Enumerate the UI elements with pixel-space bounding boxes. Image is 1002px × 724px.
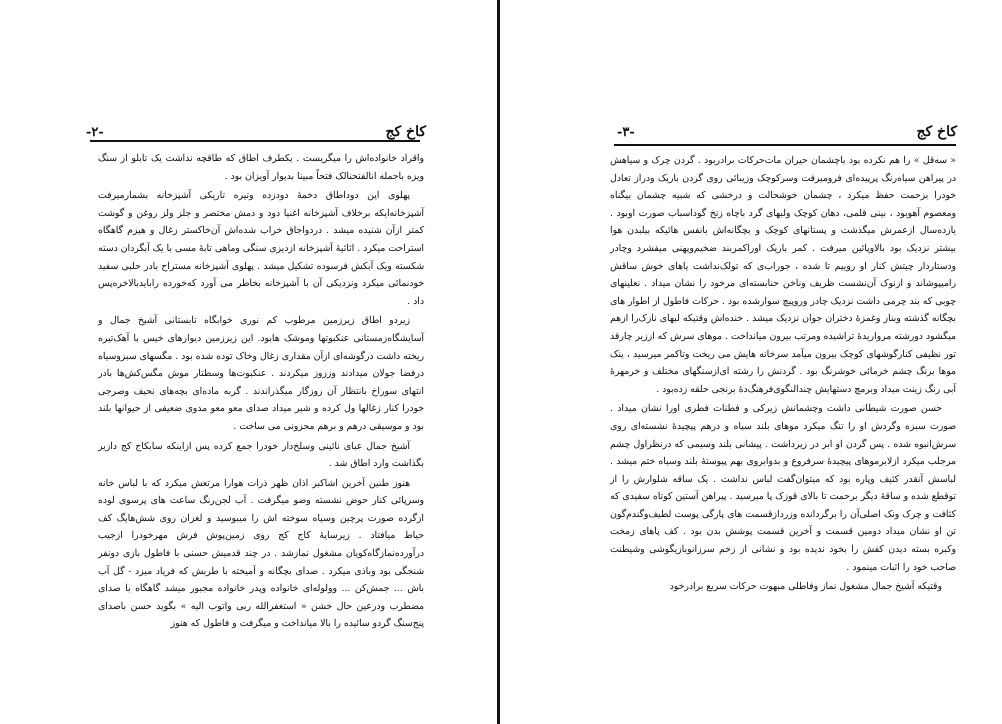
right-header-rule [614, 144, 956, 146]
right-body-text [610, 152, 956, 596]
left-running-head [86, 124, 426, 140]
right-page-number: -۳- [617, 124, 635, 140]
left-body-text [98, 150, 424, 633]
right-paragraph: « سه‌قل » را هم نکرده بود باچشمان حیران مات‌حرکات برادربود . گردن چرک و سیاهش در پیراهن سیاه‌رنگ پرپیده‌ای فرومیرفت وسرکوچک وزیبائی روی گردن باریک ودراز تعادل خودرا بزحمت حفظ میکرد ، چشمان خوشحالت و درخشی که شبیه چشمان بیگناه ومعصوم آهوبود ، بینی قلمی، دهان کوچک ولبهای گرد باچاه زنخ گوداسباب صورت اوبود . یازده‌سال ازعمرش میگذشت و پستانهای کوچک و بچگانه‌اش بانفس هائیکه بیلبدن هوا بیشتر نزدیک بود بالاوپائین میرفت . کمر باریک اوراکمربند ضخیم‌وپهنی میفشرد وچادر ودستاردار چیتش کنار او روییم تا شده ، جوراب‌ی که تولک‌نداشت یاهای خوش ساقش رامیپوشاند و ازنوک آن‌نشست ظریف وناخن حنابسته‌ای مرخود را نشان میداد . نعلینهای چوبی که بند چرمی داشت نزدیک چادر وروپیچ سوارشده بود . حرکات فاطول از اطوار های بچگانه گذشته وبناز وغمزهٔ دختران جوان نزدیک میشد . خنده‌اش وقتیکه لبهای نازک‌را ازهم میگشود دورشته مرواریدهٔ تراشیده ومرتب بیرون میانداخت . موهای سرش که اززیر چارقد تور نظیفی کنار‌گوشهای کوچک بیرون میآمد سرخانه هایش می ریخت وتاکمر میرسید ، ینک موها برنگ چشم خرمائی خوشرنگ بود . گردنش را رشته ای‌ازسنگهای مختلف و خرمهرهٔ آبی رنگ زینت میداد وبرمچ دستهایش چندالنگوی‌فرهنگ‌دهٔ برنجی حلقه زده‌بود . [610, 155, 956, 395]
left-page [0, 0, 497, 724]
page-gutter-divider [497, 0, 500, 724]
right-running-head [617, 124, 957, 140]
left-paragraph: آشیخ جمال عبای نائینی وسلخ‌دار خودرا جمع کرده پس ازاینکه سابکاج کج دازیر بگذاشت وارد اطاق شد . [98, 440, 424, 470]
right-page-title: کاخ کج [916, 124, 957, 140]
left-header-rule [90, 140, 420, 142]
right-paragraph: وقتیکه آشیخ جمال مشغول نماز وفاطلی مبهوت حرکات سریع برادرخود [669, 581, 942, 593]
left-paragraph: واقراد خانواده‌اش را میگریست . یکطرف اطاق که طاقچه نداشت یک تابلو از سنگ ویزه باجمله انالفتحنالک فتحاً مبینا بدیوار آویزان بود . [98, 153, 424, 182]
left-page-number: -۲- [86, 124, 104, 140]
left-paragraph: زیردو اطاق زیرزمین مرطوب کم نوری خوابگاه تابستانی آشیخ جمال و آسایشگاه‌زمستانی عنکبوتها وموشک هابود. این زیرزمین دیوارهای خیس با آهک‌تیره ریخته داشت درگوشه‌ای ازآن مقداری زغال وخاک توده شده بود . مگسهای سبزوسیاه درفضا جولان میدادند وززوز میکردند . عنکبوت‌ها وسطتار موش مگس‌کش‌ها بادر انتهای سوراخ بانتظار آن روزگار میگذراندند . گربه ماده‌ای بچه‌های نحیف وصرجی خودرا کنار زغالها ول کرده و شیر میداد صدای معو معو مدوی ضعیفی از حیوانها بلند بود و موسیقی درهم و برهم محزونی می ساخت . [98, 315, 424, 432]
left-paragraph: هنوز طنین آخرین اشاکبر اذان ظهر ذرات هوارا مرتعش میکرد که با لباس خانه وسرپائی کنار حوض نشسته وضو میگرفت . آب لجن‌رنگ ساعت های پرسوی لوده ازگرده صورت پرچین وسیاه سوخته اش را میبوسید و لغزان روی شش‌هایگ کف حیاط میافتاد . زیرسایهٔ کاج کج روی زمین‌پوش فرش مهرخودرا ازجیب درآورده‌نمازگاه‌کویان مشغول نمازشد . در چند قدمیش حسنی با فاطول بازی دونفر شنجگی بود وباذی میکرد . صدای بچگانه و آمیخته با طربش که فریاد میزد - گل آب باش ... جمش‌کن ... وولوله‌ای خانواده وپدر خانواده مجبور میشد گاهگاه با صدای مضطرب ودرعین حال خشن « استغفرالله ربی واتوب الیه » بگوید حسن باصدای پنج‌سنگ گردو سائیده را بالا میانداخت و میگرفت و فاطول که هنوز [98, 477, 424, 630]
left-page-title: کاخ کج [385, 124, 426, 140]
right-paragraph: حسن صورت شیطانی داشت وچشمانش زیرکی و فطنات فطری اورا نشان میداد . صورت سبزه وگردش او را تنگ میکرد موهای بلند سیاه و درهم پیچیدهٔ نشسته‌ای روی سرش‌انبوه شده . پس گردن او ابر در زیرداشت . پیشانی بلند وسیمی که درنظراول چشم مرجلب میکرد ازلابرموهای پیچیدهٔ سرفروع و بدوابروی بهم پیوستهٔ بلند وسیاه ختم میشد . لباسش آنقدر کثیف وپاره بود که میتوان‌گفت لباس نداشت . یک ساقه شلوارش را از توقطع شده و ساقهٔ دیگر برحمت تا بالای قوزک پا میرسید . پیراهن آستین کوتاه سفیدی که کثافت و چرک ونک اصلی‌آن را برگردانده وزردازقسمت های پارگی پوست لطیف‌وگندم‌گون تن او نشان میداد دومین قسمت و آخرین قسمت پوشش بدن بود . کف پاهای زمخت وکبره بسته دیدن کفش را بخود ندیده بود و نشانی از زخم سرزانو‌بازیگوشی وشیطنت صاحب خود را اثبات مینمود . [610, 403, 956, 573]
left-paragraph: پهلوی این دوداطاق دخمهٔ دودزده وتیره تاریکی آشپزخانه بشمارمیرفت آشپزخانه‌ایکه برخلاف آشپزخانه اغنیا دود و دمش مختصر و جلز ولز روغن و گوشت کمتر ازآن شنیده میشد . دردواجاق خراب شده‌اش آن‌خاکستر زغال و هیزم گاهگاه استراحت میکرد . اثاثیهٔ آشپزخانه ازدیزی سنگی وماهی تابهٔ مسی با یک آبگردان دسته شکسته ویک آبکش فرسوده تشکیل میشد . پهلوی آشپزخانه مستراح بادر حلبی سفید خودنمائی میکرد ونزدیکی آن با آشپزخانه بخاطر می آورد که‌خورده رابایدبالاخره‌پس داد . [98, 190, 424, 307]
